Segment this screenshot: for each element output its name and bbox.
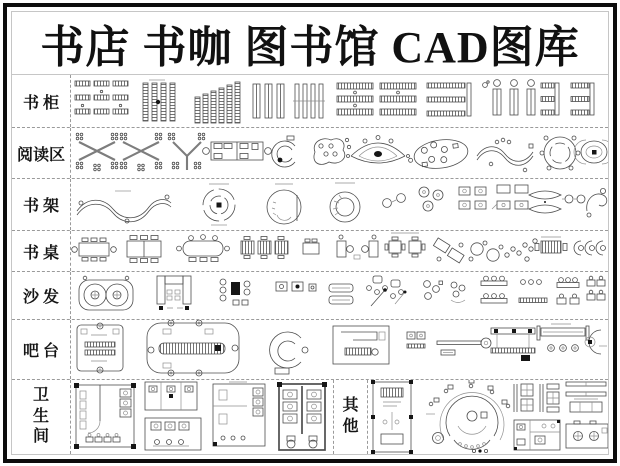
box-pairs xyxy=(492,185,528,209)
lens-shelves xyxy=(529,191,561,213)
rect-table-group xyxy=(203,142,272,160)
bracket-shelf-small xyxy=(541,83,559,115)
hook-bar xyxy=(270,332,308,374)
wave-bench xyxy=(477,138,533,172)
six-seat-table xyxy=(72,238,117,261)
u-shaped-sofa-set xyxy=(157,276,191,310)
angled-desks xyxy=(433,238,464,263)
long-counter-round-end xyxy=(437,338,491,355)
swirl-shelf xyxy=(587,188,607,217)
small-room-plan xyxy=(514,420,560,450)
ring-shelf-black-core xyxy=(203,184,235,225)
hatched-table-row xyxy=(241,237,288,259)
y-table-cluster xyxy=(168,133,205,170)
oval-table xyxy=(177,235,230,262)
x-table-cluster xyxy=(76,133,118,171)
row-restroom-other xyxy=(12,380,608,454)
bump-bench-rows xyxy=(481,276,507,303)
round-shelf-with-divider xyxy=(267,184,301,224)
workstation-pair xyxy=(337,235,378,259)
hatched-side-table xyxy=(535,237,567,253)
bookcase-drawings xyxy=(71,75,608,127)
round-cluster-b xyxy=(451,282,465,303)
eye-shaped-seating xyxy=(347,136,410,164)
twin-basin-unit xyxy=(566,421,608,448)
partitioned-plan xyxy=(213,382,265,446)
back-sofa-rows xyxy=(557,278,579,304)
spiral-bar xyxy=(585,330,607,354)
row-label-bar: 吧 台 xyxy=(12,320,71,379)
page-title: 书店 书咖 图书馆 CAD图库 xyxy=(12,12,608,75)
row-bar xyxy=(12,320,608,380)
double-columns xyxy=(253,84,284,118)
bookshelf-drawings xyxy=(71,179,608,230)
horseshoe-seat xyxy=(272,136,295,167)
shelf-grid-3x3 xyxy=(75,81,128,114)
stadium-pod xyxy=(574,140,608,164)
thick-wall-plan xyxy=(277,382,327,450)
e-shaped-shelf xyxy=(427,83,471,116)
square-table-pair xyxy=(385,233,425,257)
stepped-stacks xyxy=(195,82,240,123)
s-curve-shelf xyxy=(77,191,171,223)
round-table-duo xyxy=(469,241,503,261)
mini-booth-pair xyxy=(276,282,316,291)
eight-seat-table xyxy=(127,236,161,263)
row-sofa xyxy=(12,272,608,320)
column-units-with-tops xyxy=(483,80,535,115)
cube-grid xyxy=(459,187,486,209)
dashed-bar-group-b xyxy=(380,83,416,115)
row-label-sofa: 沙 发 xyxy=(12,272,71,319)
sofa-drawings xyxy=(71,272,608,319)
paired-seats xyxy=(587,276,605,300)
restroom-drawings xyxy=(71,380,333,454)
scatter-stools xyxy=(505,239,537,261)
large-oval-bar xyxy=(147,320,239,376)
desk-drawings xyxy=(71,231,608,271)
sheet xyxy=(11,11,609,455)
bracket-shelf-wide xyxy=(571,83,594,115)
circular-reading-hall xyxy=(426,380,510,453)
square-island-bar xyxy=(77,323,123,373)
arc-bench-trio xyxy=(574,241,606,255)
row-desk xyxy=(12,231,608,272)
vertical-stacks xyxy=(143,80,175,121)
x-table-cluster-2 xyxy=(120,133,162,171)
row-bookshelf xyxy=(12,179,608,231)
stool-counter xyxy=(537,324,589,351)
tall-floor-plan xyxy=(371,380,413,454)
row-label-restroom xyxy=(12,380,71,454)
round-stools-pair xyxy=(562,195,585,203)
restroom-label-text: 卫生间 xyxy=(32,386,49,446)
stool-row-bench xyxy=(519,280,547,303)
row-label-reading-area: 阅读区 xyxy=(12,128,71,178)
diagonal-lounge xyxy=(367,276,407,306)
organic-blob-seating xyxy=(314,138,351,164)
row-label-other xyxy=(333,380,368,454)
cube-shelving-units xyxy=(514,384,559,412)
thin-columns xyxy=(293,84,325,118)
double-round-booth xyxy=(79,276,133,310)
mini-counter xyxy=(407,332,425,348)
counter-black-fittings xyxy=(491,328,535,361)
bar-drawings xyxy=(71,320,608,379)
row-label-bookshelf: 书 架 xyxy=(12,179,71,230)
small-round-pair xyxy=(383,194,406,208)
row-label-desk: 书 桌 xyxy=(12,231,71,271)
other-drawings xyxy=(368,380,608,454)
strip-shelving xyxy=(566,382,606,412)
corner-bar-room xyxy=(333,326,389,364)
round-cluster-a xyxy=(424,281,443,300)
double-room-plan xyxy=(145,382,201,450)
oval-pod-seating xyxy=(406,136,469,172)
outer-frame xyxy=(3,3,617,463)
reading-area-drawings xyxy=(71,128,608,178)
dashed-bar-group-a xyxy=(337,83,373,115)
row-label-bookcase: 书 柜 xyxy=(12,75,71,127)
concentric-round-shelf xyxy=(330,183,360,222)
small-round-trio xyxy=(419,187,443,211)
small-two-seat xyxy=(303,239,319,254)
row-bookcase xyxy=(12,75,608,128)
row-reading-area xyxy=(12,128,608,179)
other-label-text: 其他 xyxy=(342,397,359,435)
category-table xyxy=(12,75,608,454)
lounge-cluster xyxy=(220,279,250,305)
plan-with-stalls xyxy=(74,383,136,449)
double-bench-bars xyxy=(329,284,353,304)
